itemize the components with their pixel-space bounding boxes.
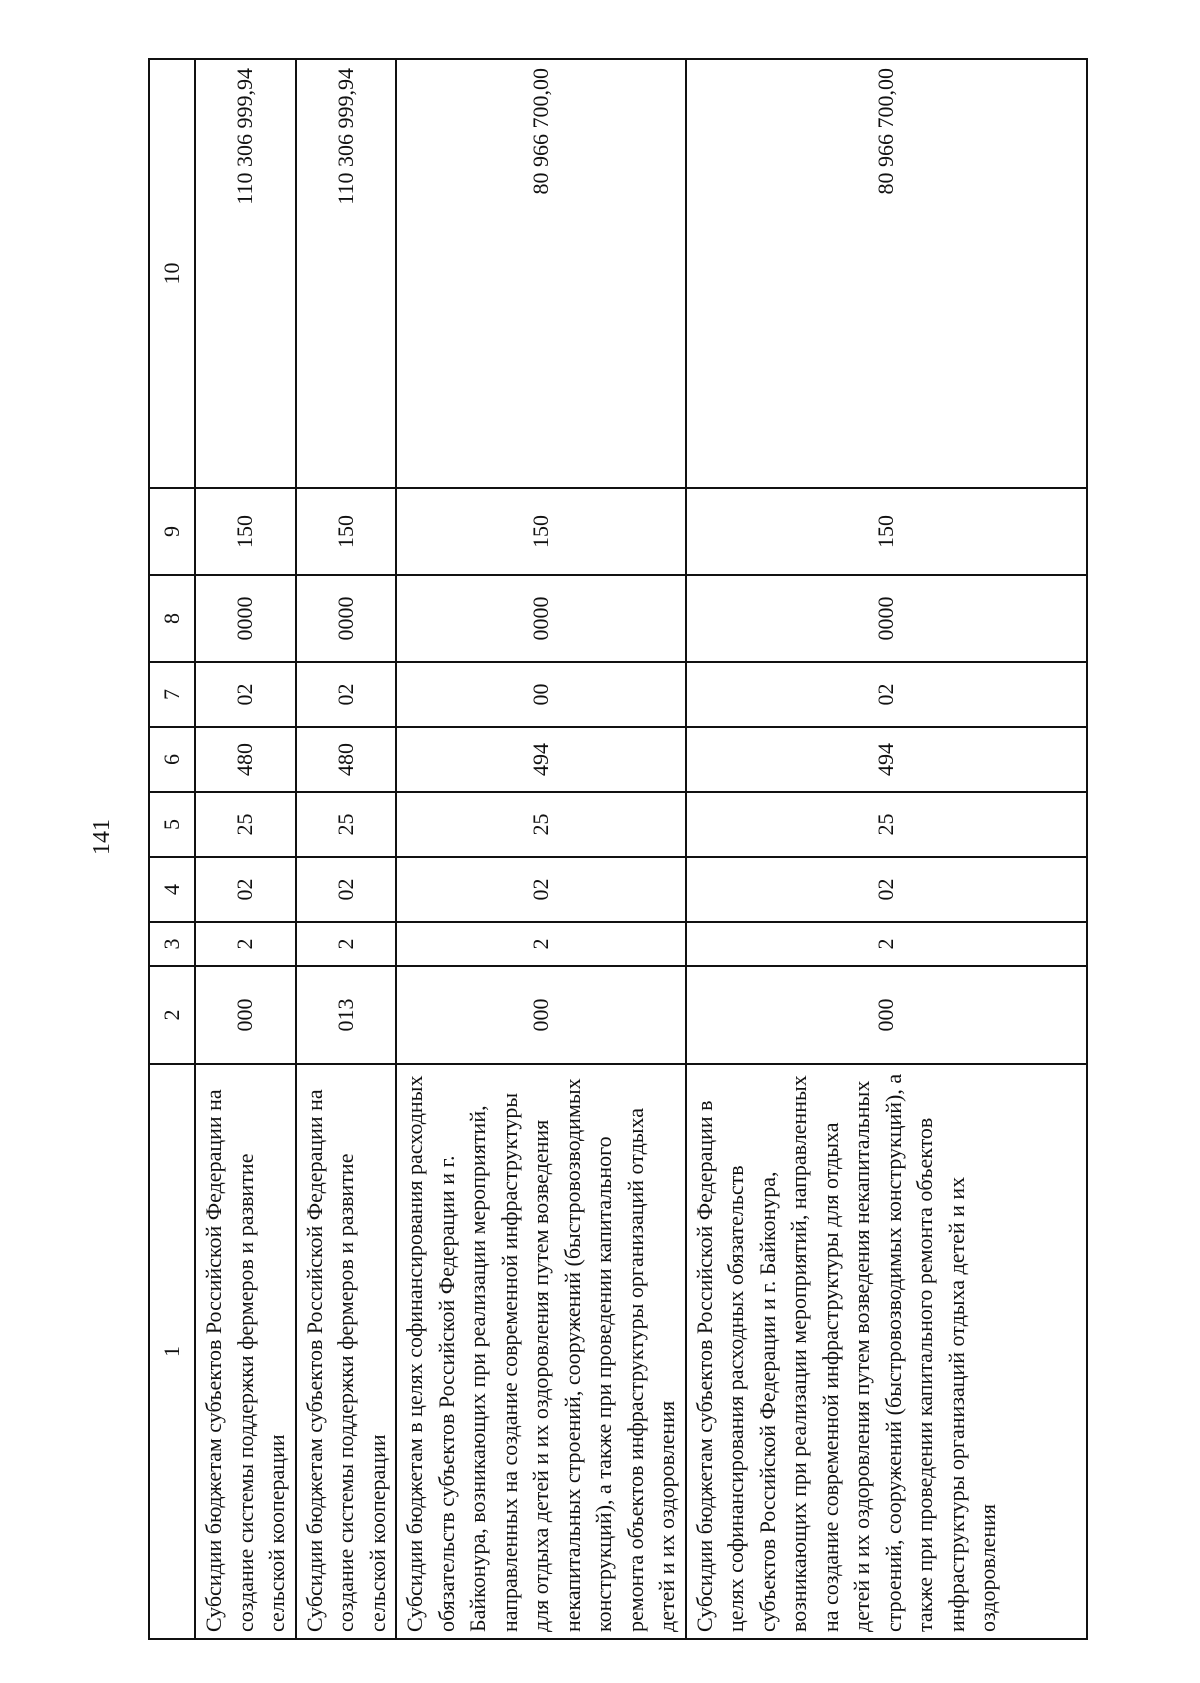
cell-code: 150 xyxy=(195,488,296,575)
row-description: Субсидии бюджетам субъектов Российской Федерации на создание системы поддержки фермеров и развитие сельской кооперации xyxy=(296,1064,397,1639)
cell-code: 0000 xyxy=(396,575,686,662)
cell-code: 000 xyxy=(686,966,1088,1064)
cell-code: 25 xyxy=(686,792,1088,857)
cell-code: 2 xyxy=(195,922,296,966)
rotated-table-container xyxy=(148,60,1088,1640)
cell-code: 0000 xyxy=(686,575,1088,662)
budget-table xyxy=(148,58,1088,1640)
header-cell: 1 xyxy=(149,1064,195,1639)
header-cell: 9 xyxy=(149,488,195,575)
cell-code: 02 xyxy=(686,662,1088,727)
page-number: 141 xyxy=(89,819,115,855)
header-cell: 4 xyxy=(149,857,195,922)
row-description: Субсидии бюджетам в целях софинансирования расходных обязательств субъектов Российской Федерации и г. Байконура, возникающих при реализации мероприятий, направленных на создание современной инфраструктуры для отдыха детей и их оздоровления путем возведения некапитальных строений, сооружений (быстровозводимых конструкций), а также при проведении капитального ремонта объектов инфраструктуры организаций отдыха детей и их оздоровления xyxy=(396,1064,686,1639)
cell-code: 480 xyxy=(195,727,296,792)
cell-code: 02 xyxy=(195,662,296,727)
table-row xyxy=(195,59,296,1639)
header-cell: 6 xyxy=(149,727,195,792)
cell-code: 25 xyxy=(396,792,686,857)
cell-code: 0000 xyxy=(296,575,397,662)
cell-amount: 110 306 999,94 xyxy=(195,59,296,488)
cell-code: 150 xyxy=(396,488,686,575)
cell-code: 150 xyxy=(686,488,1088,575)
cell-code: 00 xyxy=(396,662,686,727)
row-description: Субсидии бюджетам субъектов Российской Федерации на создание системы поддержки фермеров и развитие сельской кооперации xyxy=(195,1064,296,1639)
cell-code: 150 xyxy=(296,488,397,575)
cell-amount: 80 966 700,00 xyxy=(396,59,686,488)
cell-code: 480 xyxy=(296,727,397,792)
cell-amount: 80 966 700,00 xyxy=(686,59,1088,488)
cell-code: 013 xyxy=(296,966,397,1064)
cell-code: 2 xyxy=(686,922,1088,966)
cell-code: 2 xyxy=(396,922,686,966)
header-row xyxy=(149,59,195,1639)
header-cell: 5 xyxy=(149,792,195,857)
header-cell: 3 xyxy=(149,922,195,966)
cell-code: 494 xyxy=(396,727,686,792)
cell-code: 02 xyxy=(296,857,397,922)
cell-amount: 110 306 999,94 xyxy=(296,59,397,488)
table-row xyxy=(296,59,397,1639)
table-row xyxy=(686,59,1088,1639)
table-row xyxy=(396,59,686,1639)
header-cell: 7 xyxy=(149,662,195,727)
cell-code: 02 xyxy=(195,857,296,922)
cell-code: 000 xyxy=(396,966,686,1064)
row-description: Субсидии бюджетам субъектов Российской Федерации в целях софинансирования расходных обязательств субъектов Российской Федерации и г. Байконура, возникающих при реализации мероприятий, направленных на создание современной инфраструктуры для отдыха детей и их оздоровления путем возведения некапитальных строений, сооружений (быстровозводимых конструкций), а также при проведении капитального ремонта объектов инфраструктуры организаций отдыха детей и их оздоровления xyxy=(686,1064,1088,1639)
cell-code: 2 xyxy=(296,922,397,966)
cell-code: 02 xyxy=(296,662,397,727)
header-cell: 10 xyxy=(149,59,195,488)
cell-code: 02 xyxy=(396,857,686,922)
cell-code: 0000 xyxy=(195,575,296,662)
header-cell: 8 xyxy=(149,575,195,662)
cell-code: 02 xyxy=(686,857,1088,922)
cell-code: 25 xyxy=(296,792,397,857)
cell-code: 494 xyxy=(686,727,1088,792)
header-cell: 2 xyxy=(149,966,195,1064)
cell-code: 25 xyxy=(195,792,296,857)
cell-code: 000 xyxy=(195,966,296,1064)
